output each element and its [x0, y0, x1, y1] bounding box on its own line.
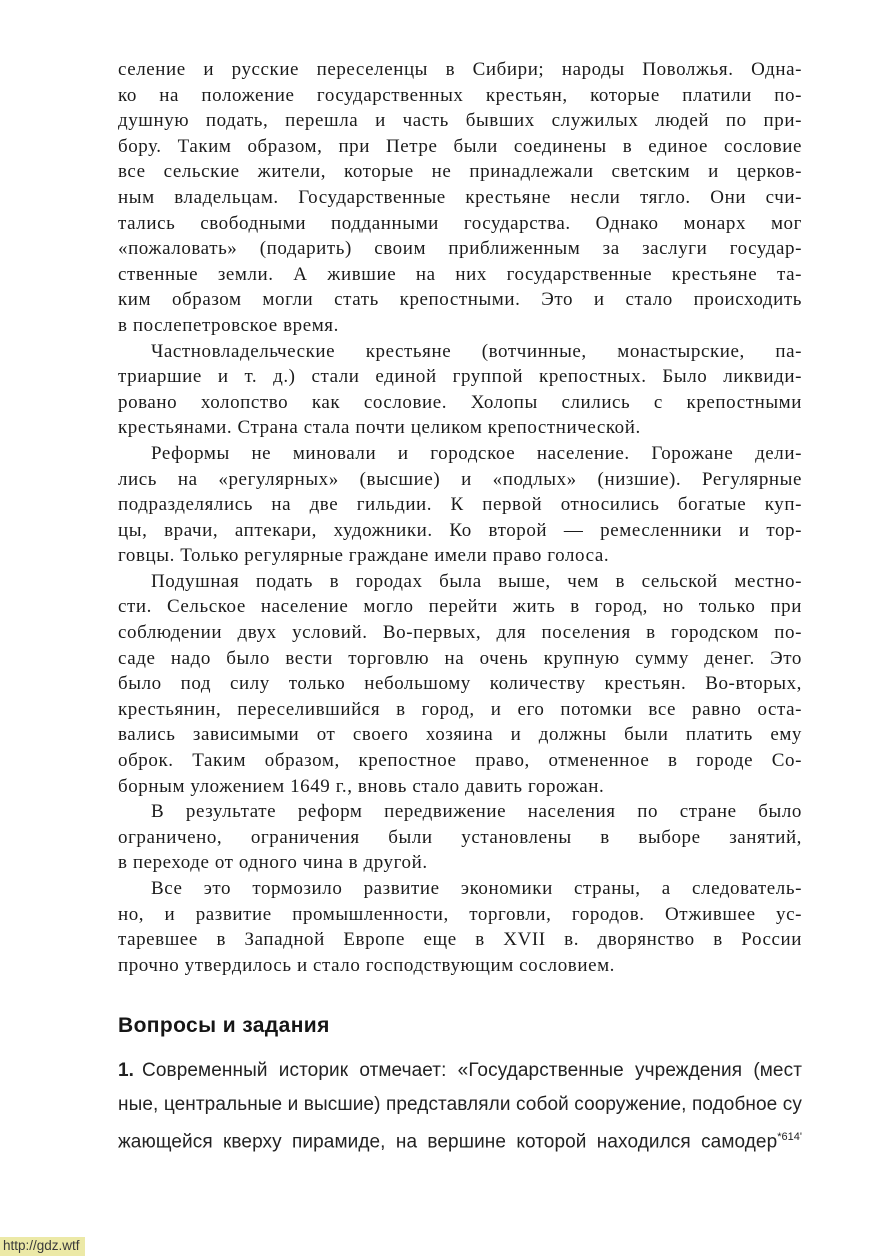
questions-heading: Вопросы и задания	[118, 1014, 330, 1038]
body-line: «пожаловать» (подарить) своим приближенным за заслуги государ-	[118, 238, 802, 260]
body-line: но, и развитие промышленности, торговли, городов. Отжившее ус-	[118, 903, 802, 925]
text-column	[118, 57, 802, 1155]
body-line: крестьянами. Страна стала почти целиком крепостнической.	[118, 417, 641, 439]
body-line: Частновладельческие крестьяне (вотчинные, монастырские, па-	[151, 340, 802, 362]
body-line: было под силу только небольшому количеству крестьян. Во-вторых,	[118, 673, 802, 695]
question-text: Современный историк отмечает: «Государственные учреждения (мест	[142, 1060, 802, 1082]
body-line: борным уложением 1649 г., вновь стало давить горожан.	[118, 775, 605, 797]
question-number: 1.	[118, 1060, 135, 1082]
body-line: соблюдении двух условий. Во-первых, для поселения в городском по-	[118, 622, 802, 644]
body-line: оброк. Таким образом, крепостное право, отмененное в городе Со-	[118, 750, 802, 772]
body-line: прочно утвердилось и стало господствующим сословием.	[118, 954, 615, 976]
superscript-artifact: *614'	[777, 1131, 802, 1144]
body-line: цы, врачи, аптекари, художники. Ко второй — ремесленники и тор-	[118, 519, 802, 541]
body-line: душную подать, перешла и часть бывших служилых людей по при-	[118, 110, 802, 132]
body-line: в переходе от одного чина в другой.	[118, 852, 428, 874]
body-line: ственные земли. А жившие на них государственные крестьяне та-	[118, 263, 802, 285]
body-line: Реформы не миновали и городское население. Горожане дели-	[151, 442, 802, 464]
question-text: жающейся кверху пирамиде, на вершине которой находился самодер	[118, 1131, 778, 1153]
body-line: все сельские жители, которые не принадлежали светским и церков-	[118, 161, 802, 183]
body-line: таревшее в Западной Европе еще в XVII в. дворянство в России	[118, 929, 802, 951]
body-text	[118, 57, 802, 978]
body-line: крестьянин, переселившийся в город, и его потомки все равно оста-	[118, 698, 802, 720]
body-line: саде надо было вести торговлю на очень крупную сумму денег. Это	[118, 647, 802, 669]
body-line: тались свободными подданными государства. Однако монарх мог	[118, 212, 802, 234]
question-1	[118, 1054, 802, 1155]
body-line: вались зависимыми от своего хозяина и должны были платить ему	[118, 724, 802, 746]
body-line: триаршие и т. д.) стали единой группой крепостных. Было ликвиди-	[118, 366, 802, 388]
body-line: говцы. Только регулярные граждане имели право голоса.	[118, 545, 610, 567]
body-line: подразделялись на две гильдии. К первой относились богатые куп-	[118, 494, 802, 516]
body-line: ровано холопство как сословие. Холопы слились с крепостными	[118, 391, 802, 413]
body-line: бору. Таким образом, при Петре были соединены в единое сословие	[118, 135, 802, 157]
body-line: ограничено, ограничения были установлены в выборе занятий,	[118, 826, 802, 848]
watermark-url: http://gdz.wtf	[0, 1237, 85, 1256]
body-line: Все это тормозило развитие экономики страны, а следователь-	[151, 878, 802, 899]
body-line: лись на «регулярных» (высшие) и «подлых» (низшие). Регулярные	[118, 468, 802, 490]
body-line: Подушная подать в городах была выше, чем в сельской местно-	[151, 570, 802, 592]
question-line: ные, центральные и высшие) представляли собой сооружение, подобное су	[118, 1093, 802, 1115]
body-line: селение и русские переселенцы в Сибири; народы Поволжья. Одна-	[118, 59, 802, 80]
body-line: ким образом могли стать крепостными. Это и стало происходить	[118, 289, 802, 311]
body-line: ным владельцам. Государственные крестьяне несли тягло. Они счи-	[118, 186, 802, 208]
question-line	[118, 1121, 802, 1155]
body-line: в послепетровское время.	[118, 314, 339, 336]
body-line: ко на положение государственных крестьян, которые платили по-	[118, 84, 802, 106]
question-line	[118, 1054, 802, 1088]
body-line: В результате реформ передвижение населения по стране было	[151, 801, 802, 823]
body-line: сти. Сельское население могло перейти жить в город, но только при	[118, 596, 802, 618]
